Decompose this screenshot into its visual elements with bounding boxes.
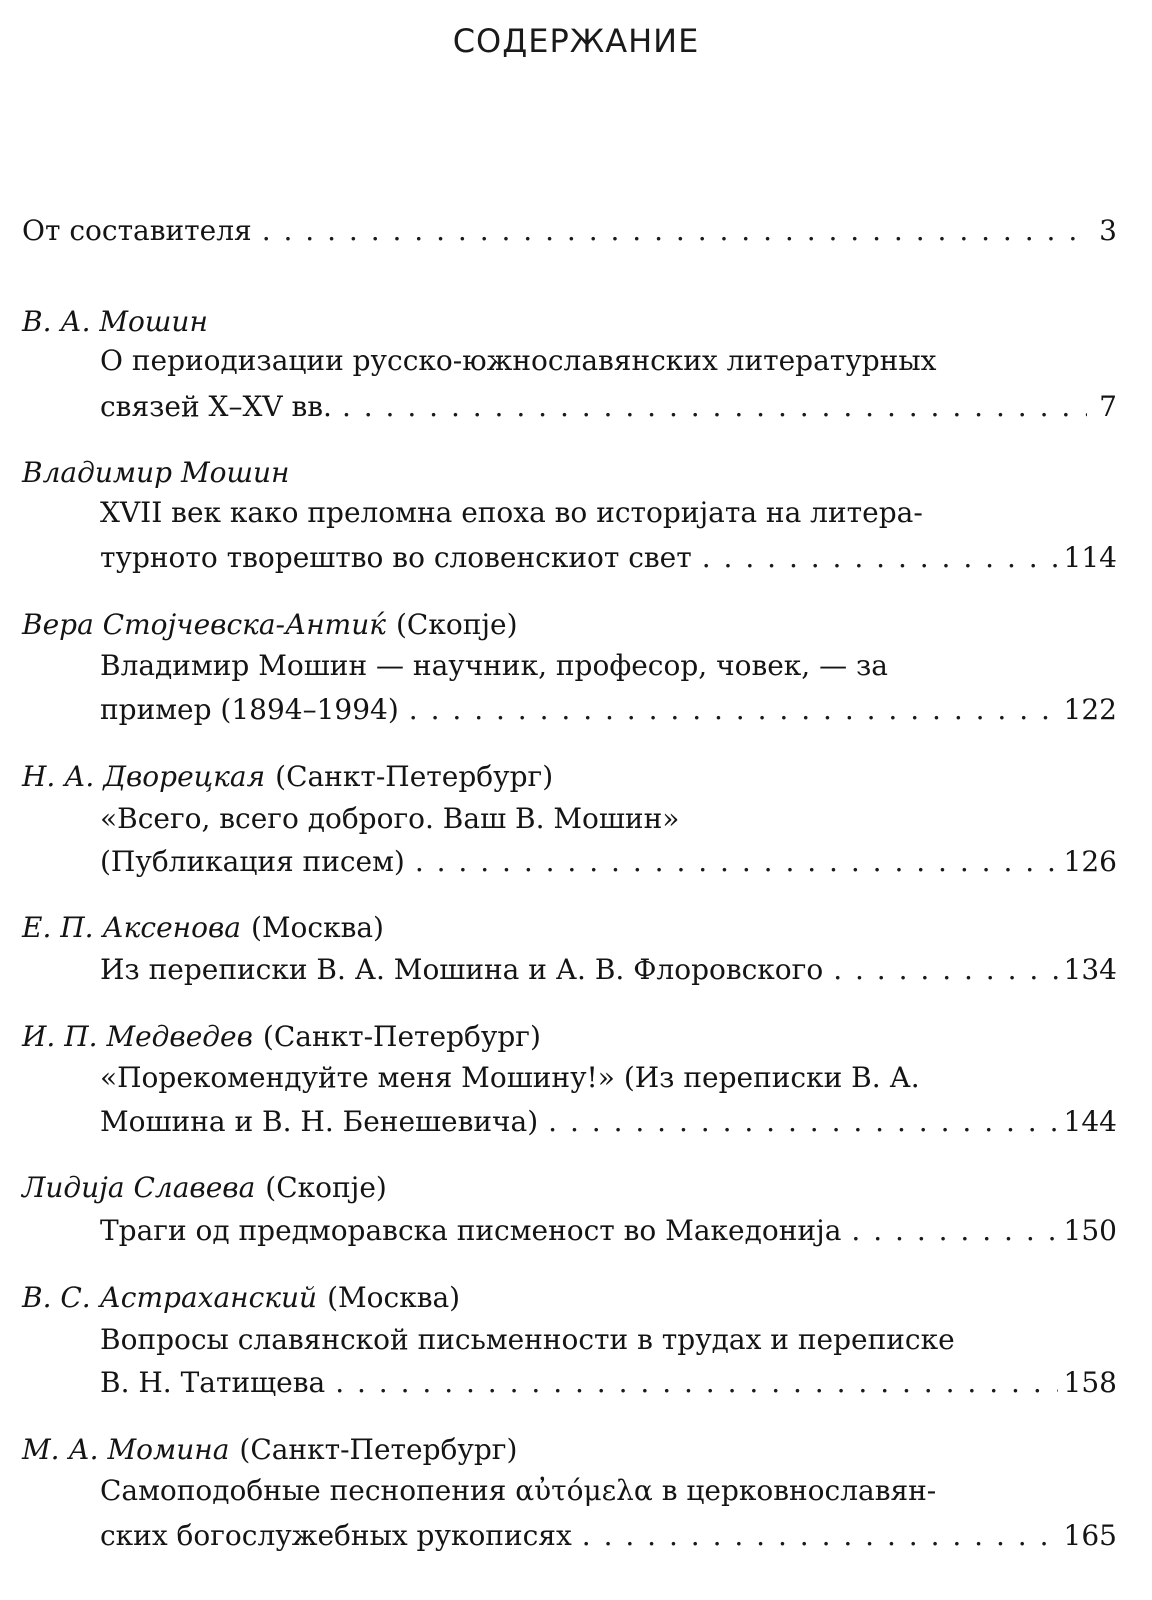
toc-title-line[interactable] bbox=[100, 1058, 920, 1098]
toc-entry-title: В. Н. Татищева bbox=[100, 1366, 326, 1399]
author-name: Лидија Славева bbox=[22, 1171, 256, 1204]
page-number: 126 bbox=[1063, 845, 1117, 878]
toc-entry-title: связей X–XV вв. bbox=[100, 390, 332, 423]
toc-title-last-line[interactable] bbox=[100, 1363, 1117, 1403]
page-number: 165 bbox=[1063, 1519, 1117, 1552]
toc-entry-title: Траги од предморавска писменост во Македонија bbox=[100, 1214, 842, 1247]
dot-leader bbox=[582, 1516, 1058, 1556]
page-number: 122 bbox=[1063, 693, 1117, 726]
toc-title-line[interactable] bbox=[100, 646, 888, 686]
toc-author-line bbox=[22, 757, 553, 797]
author-name: И. П. Медведев bbox=[22, 1020, 253, 1053]
author-name: Е. П. Аксенова bbox=[22, 911, 241, 944]
toc-entry-title: От составителя bbox=[22, 214, 252, 247]
toc-title-last-line[interactable] bbox=[100, 950, 1117, 990]
toc-title-last-line[interactable] bbox=[100, 1211, 1117, 1251]
toc-entry-title: Из переписки В. А. Мошина и А. В. Флоровского bbox=[100, 953, 824, 986]
toc-entry-title: ских богослужебных рукописях bbox=[100, 1519, 572, 1552]
dot-leader bbox=[851, 1211, 1057, 1251]
author-city: (Санкт-Петербург) bbox=[239, 1433, 518, 1466]
toc-entry-title: Владимир Мошин — научник, професор, човек, — за bbox=[100, 649, 888, 682]
author-city: (Москва) bbox=[250, 911, 384, 944]
dot-leader bbox=[833, 950, 1057, 990]
toc-entry-intro[interactable] bbox=[22, 211, 1117, 251]
toc-author-line bbox=[22, 1017, 541, 1057]
toc-entry-title: Мошина и В. Н. Бенешевича) bbox=[100, 1105, 539, 1138]
toc-title-line[interactable] bbox=[100, 799, 679, 839]
page-number: 114 bbox=[1063, 541, 1117, 574]
dot-leader bbox=[342, 387, 1087, 427]
page-number: 134 bbox=[1063, 953, 1117, 986]
page-number: 7 bbox=[1099, 390, 1117, 423]
toc-author-line bbox=[22, 1168, 387, 1208]
author-name: В. А. Мошин bbox=[22, 305, 208, 338]
toc-entry-title: турното творештво во словенскиот свет bbox=[100, 541, 692, 574]
toc-entry-title: XVII век како преломна епоха во историјата на литера- bbox=[100, 496, 923, 529]
dot-leader bbox=[415, 842, 1058, 882]
page-number: 3 bbox=[1099, 214, 1117, 247]
toc-author-line bbox=[22, 1278, 460, 1318]
toc-entry-title: Самоподобные песнопения αὐτόμελα в церковнославян- bbox=[100, 1474, 937, 1507]
page-number: 144 bbox=[1063, 1105, 1117, 1138]
toc-entry-title: «Всего, всего доброго. Ваш В. Мошин» bbox=[100, 802, 680, 835]
toc-title-last-line[interactable] bbox=[100, 1516, 1117, 1556]
toc-title-last-line[interactable] bbox=[100, 842, 1117, 882]
toc-author-line bbox=[22, 453, 289, 493]
author-name: М. А. Момина bbox=[22, 1433, 230, 1466]
author-name: Владимир Мошин bbox=[22, 456, 290, 489]
author-city: (Скопје) bbox=[265, 1171, 387, 1204]
toc-title-line[interactable] bbox=[100, 341, 936, 381]
dot-leader bbox=[702, 538, 1058, 578]
author-name: В. С. Астраханский bbox=[22, 1281, 318, 1314]
author-city: (Москва) bbox=[327, 1281, 461, 1314]
toc-title-last-line[interactable] bbox=[100, 690, 1117, 730]
toc-entry-title: пример (1894–1994) bbox=[100, 693, 399, 726]
author-name: Н. А. Дворецкая bbox=[22, 760, 266, 793]
author-city: (Скопје) bbox=[395, 608, 518, 641]
page-number: 158 bbox=[1063, 1366, 1117, 1399]
toc-title-line[interactable] bbox=[100, 1320, 955, 1360]
dot-leader bbox=[548, 1102, 1057, 1142]
contents-heading: СОДЕРЖАНИЕ bbox=[452, 22, 700, 60]
author-name: Вера Стојчевска-Антиќ bbox=[22, 608, 386, 641]
toc-title-last-line[interactable] bbox=[100, 538, 1117, 578]
toc-entry-title: «Порекомендуйте меня Мошину!» (Из переписки В. А. bbox=[100, 1061, 920, 1094]
toc-author-line bbox=[22, 302, 208, 342]
toc-entry-title: О периодизации русско-южнославянских литературных bbox=[100, 344, 937, 377]
dot-leader bbox=[335, 1363, 1057, 1403]
author-city: (Санкт-Петербург) bbox=[275, 760, 554, 793]
toc-title-last-line[interactable] bbox=[100, 1102, 1117, 1142]
page-number: 150 bbox=[1063, 1214, 1117, 1247]
dot-leader bbox=[262, 211, 1087, 251]
toc-title-line[interactable] bbox=[100, 493, 923, 533]
toc-author-line bbox=[22, 1430, 517, 1470]
toc-entry-title: (Публикация писем) bbox=[100, 845, 405, 878]
toc-author-line bbox=[22, 908, 384, 948]
dot-leader bbox=[409, 690, 1058, 730]
author-city: (Санкт-Петербург) bbox=[262, 1020, 541, 1053]
toc-author-line bbox=[22, 605, 518, 645]
toc-title-line[interactable] bbox=[100, 1471, 936, 1511]
toc-entry-title: Вопросы славянской письменности в трудах и переписке bbox=[100, 1323, 955, 1356]
toc-title-last-line[interactable] bbox=[100, 387, 1117, 427]
